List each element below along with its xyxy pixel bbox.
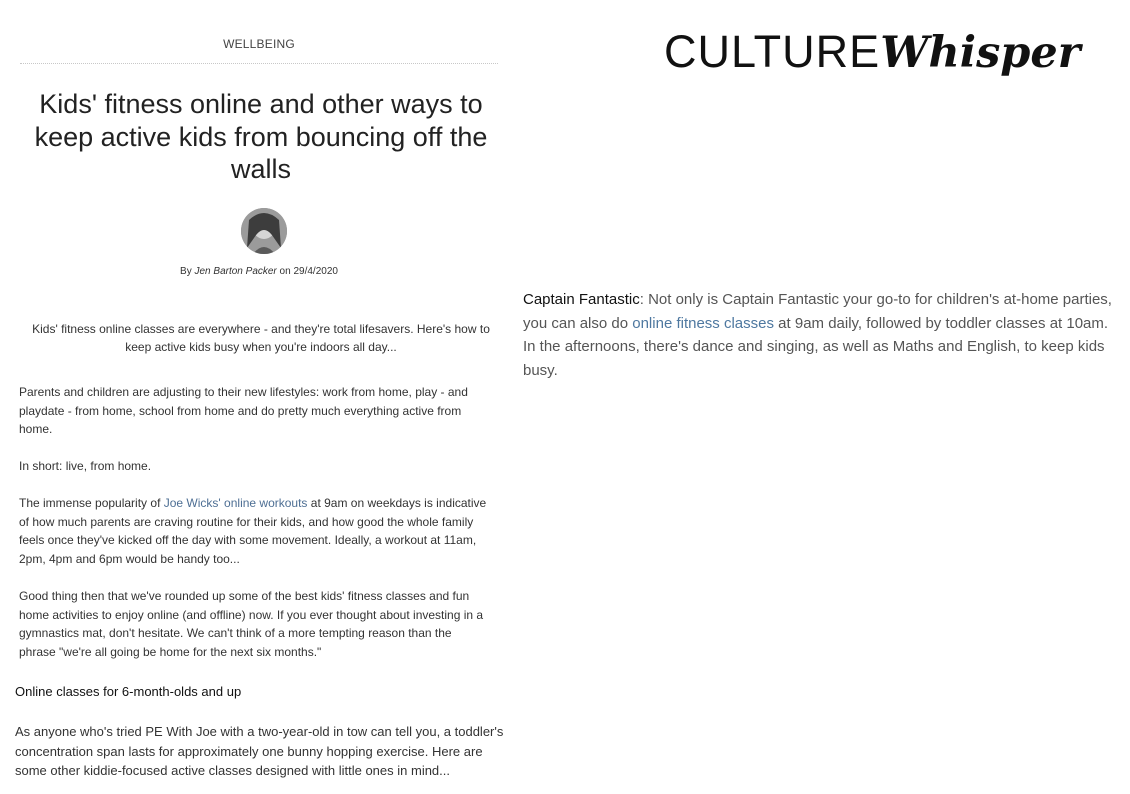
paragraph-1: Parents and children are adjusting to their new lifestyles: work from home, play - and playdate - from home, school from home and do pretty much everything active from home. — [19, 385, 468, 436]
listing-name[interactable]: Captain Fantastic — [523, 291, 640, 308]
byline-prefix: By — [180, 266, 192, 277]
avatar-portrait-icon — [241, 208, 287, 254]
section-subheading: Online classes for 6-month-olds and up — [15, 684, 242, 699]
listing-text-after: at 9am daily, followed by toddler classes at 10am. In the afternoons, there's dance and singing, as well as Maths and English, to keep kids busy. — [523, 314, 1109, 379]
listing-text-before: : Not only is Captain Fantastic your go-to for children's at-home parties, you can also do — [523, 291, 1112, 332]
logo-whisper-text: Whisper — [880, 28, 1081, 78]
section-tag[interactable]: WELLBEING — [223, 37, 295, 51]
byline-date: 29/4/2020 — [293, 266, 338, 277]
byline-author[interactable]: Jen Barton Packer — [194, 266, 277, 277]
online-fitness-classes-link[interactable]: online fitness classes — [632, 314, 774, 332]
logo-culture-text: CULTURE — [664, 26, 881, 77]
section-divider — [20, 63, 498, 64]
paragraph-2: In short: live, from home. — [19, 459, 152, 473]
site-logo[interactable] — [664, 26, 1084, 90]
byline — [20, 266, 498, 277]
paragraph-3-text-after: at 9am on weekdays is indicative of how much parents are craving routine for their kids, and how good the whole family feels once they've kicked off the day with some movement. Ideally, a workout at 11am, 2pm, 4pm and 6pm would be handy too... — [19, 496, 487, 566]
article-standfirst: Kids' fitness online classes are everywhere - and they're total lifesavers. Here's how to keep active kids busy when you're indoors all day... — [32, 322, 490, 354]
paragraph-5: As anyone who's tried PE With Joe with a two-year-old in tow can tell you, a toddler's concentration span lasts for approximately one bunny hopping exercise. Here are some other kiddie-focused active classes designed with little ones in mind... — [15, 724, 504, 778]
paragraph-3 — [19, 494, 491, 568]
paragraph-4: Good thing then that we've rounded up some of the best kids' fitness classes and fun home activities to enjoy online (and offline) now. If you ever thought about investing in a gymnastics mat, don't hesitate. We can't think of a more tempting reason than the phrase "we're all going be home for the next six months." — [19, 589, 484, 659]
featured-listing — [523, 288, 1123, 382]
byline-date-prefix: on — [279, 266, 291, 277]
joe-wicks-link[interactable]: Joe Wicks' online workouts — [163, 496, 308, 510]
author-avatar[interactable] — [241, 208, 287, 254]
paragraph-3-text-before: The immense popularity of — [19, 496, 161, 510]
article-headline: Kids' fitness online and other ways to keep active kids from bouncing off the walls — [34, 89, 488, 184]
